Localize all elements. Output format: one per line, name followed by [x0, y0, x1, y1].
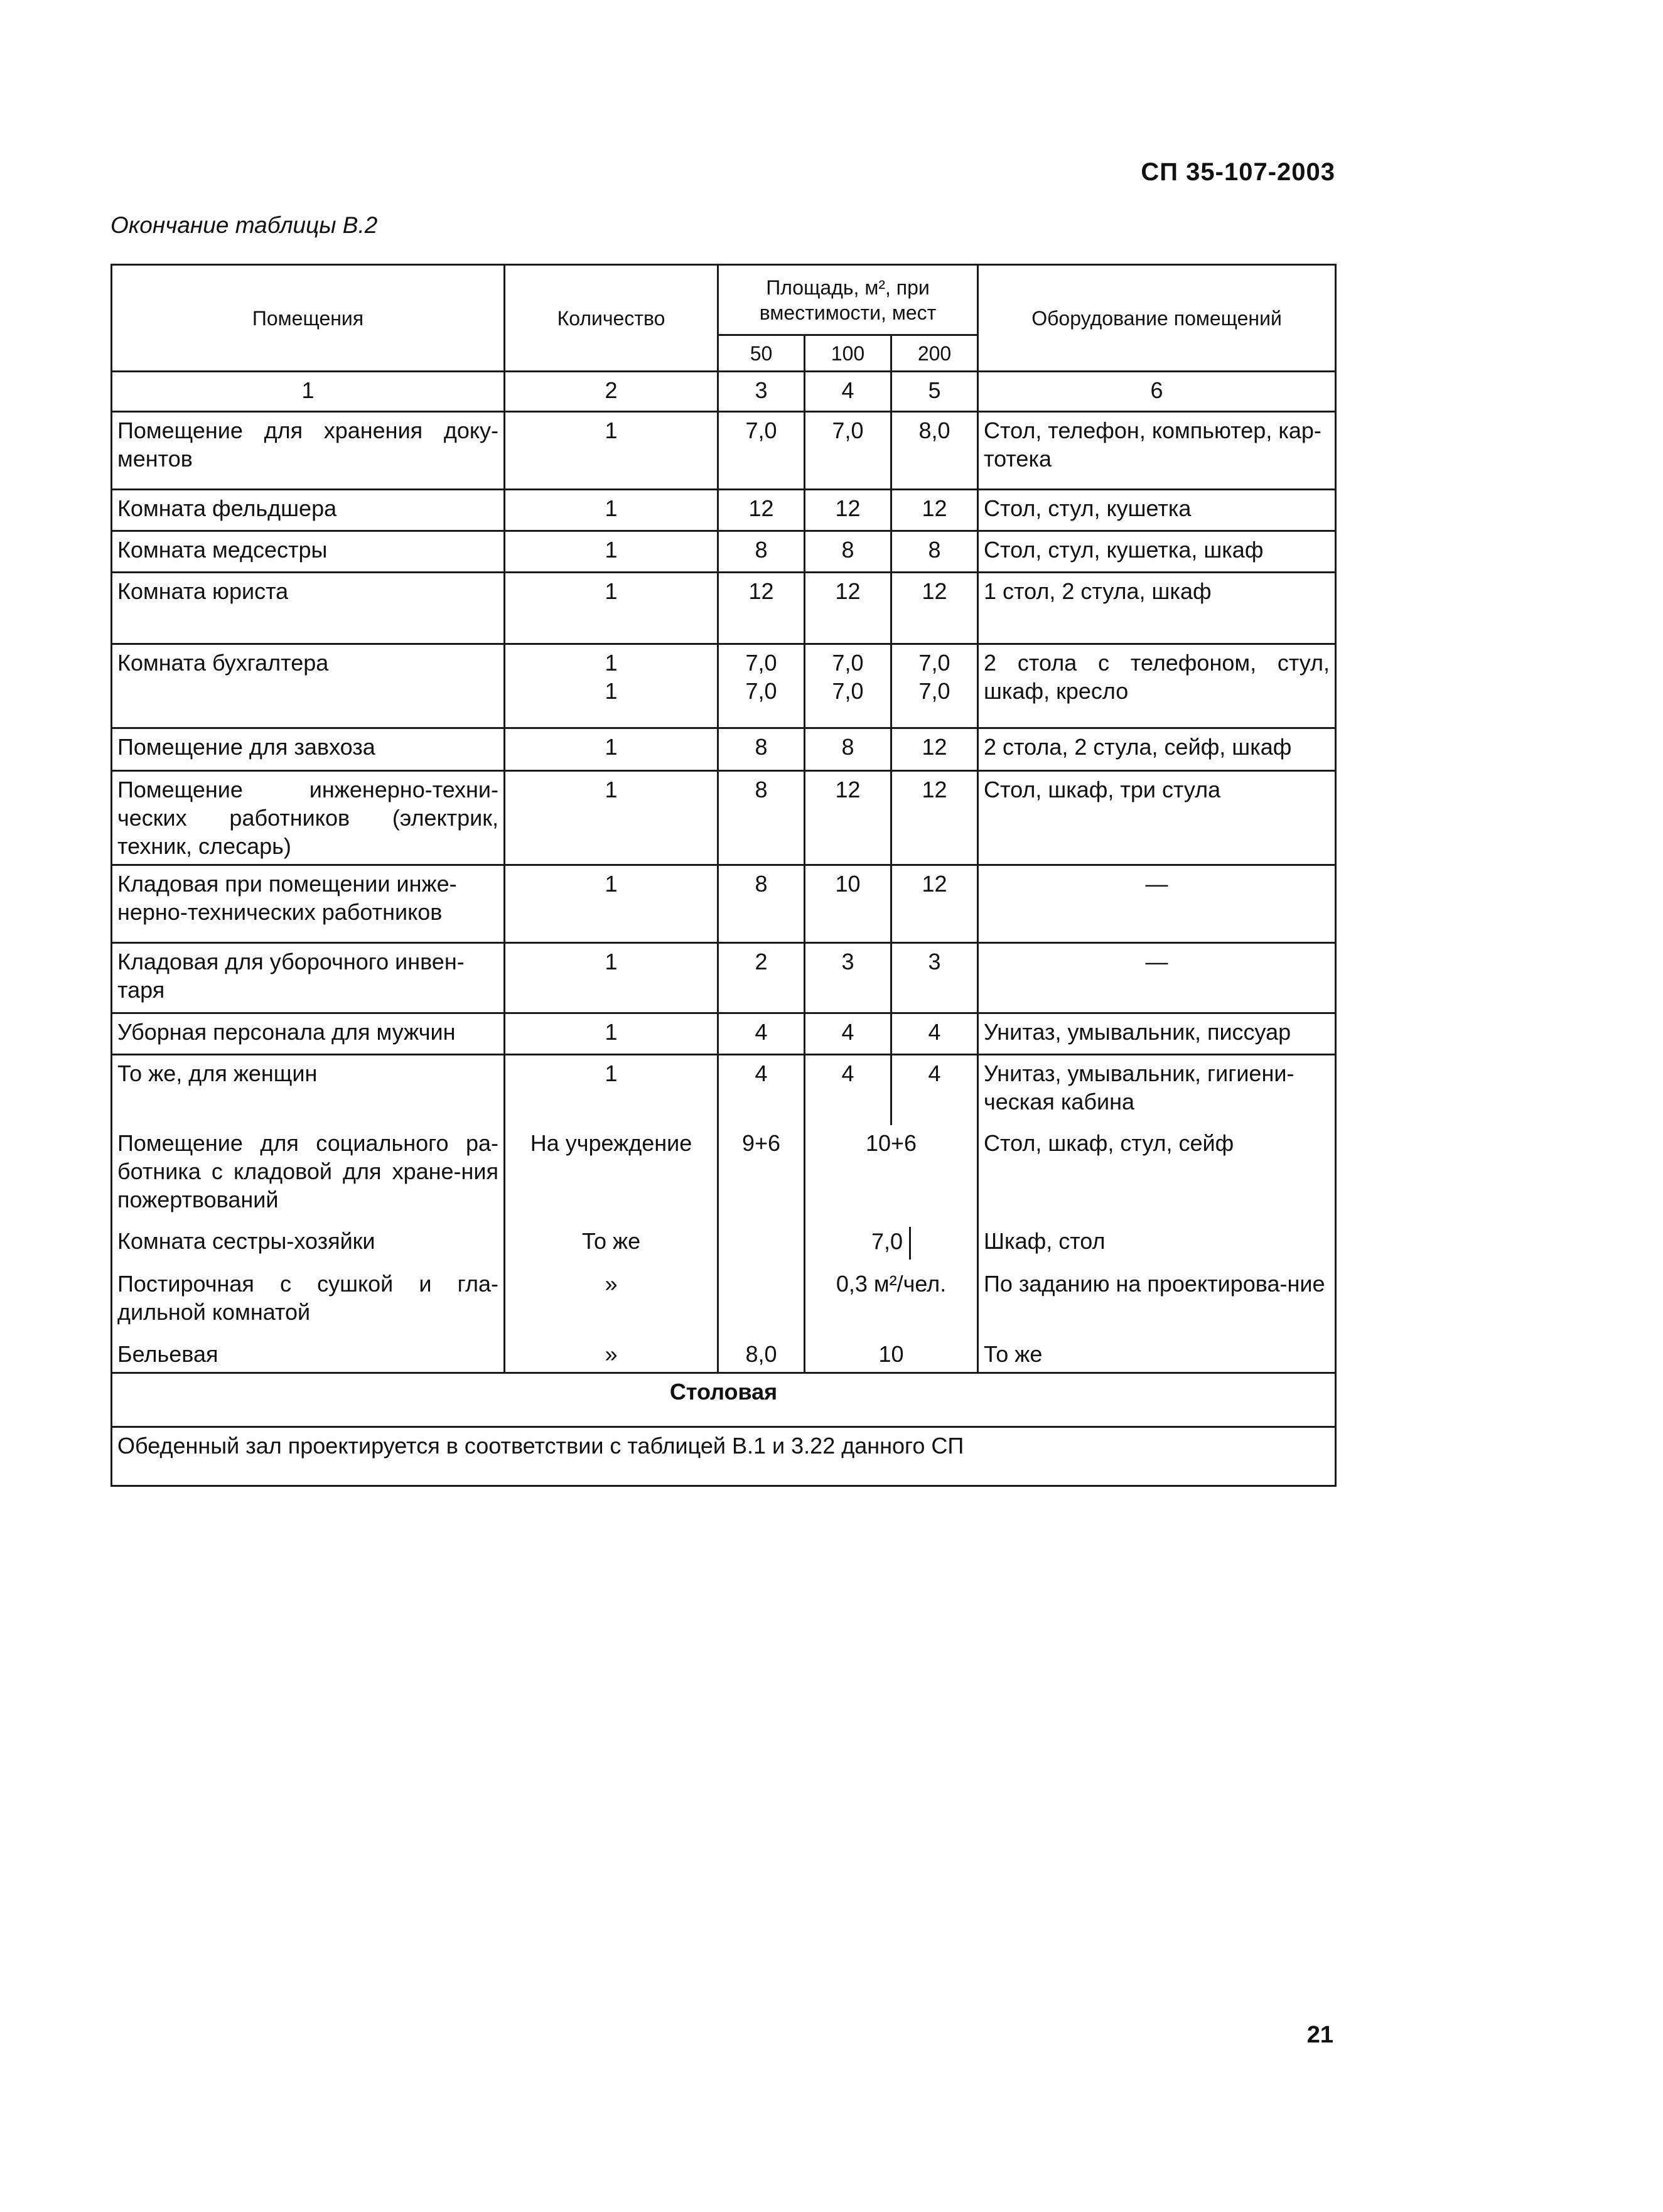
- area-100: 12: [805, 771, 891, 865]
- room-equipment: —: [978, 865, 1336, 943]
- table-caption: Окончание таблицы В.2: [110, 212, 378, 238]
- area-50: 7,0 7,0: [718, 644, 805, 728]
- header-cap-200: 200: [891, 335, 978, 372]
- area-100-200: [805, 1223, 978, 1266]
- table-row: [112, 943, 1336, 1013]
- header-equipment: Оборудование помещений: [978, 265, 1336, 372]
- room-equipment: То же: [978, 1336, 1336, 1373]
- room-equipment: Стол, шкаф, стул, сейф: [978, 1125, 1336, 1223]
- area-200: 12: [891, 865, 978, 943]
- room-equipment: 2 стола, 2 стула, сейф, шкаф: [978, 728, 1336, 771]
- room-qty: 1: [505, 865, 718, 943]
- room-equipment: Стол, стул, кушетка, шкаф: [978, 531, 1336, 573]
- col-number: 3: [718, 372, 805, 412]
- room-qty: 1: [505, 490, 718, 531]
- table-row: [112, 1336, 1336, 1373]
- room-qty: »: [505, 1336, 718, 1373]
- header-rooms: Помещения: [112, 265, 505, 372]
- room-equipment: Стол, стул, кушетка: [978, 490, 1336, 531]
- room-qty: 1: [505, 728, 718, 771]
- room-name: Уборная персонала для мужчин: [112, 1013, 505, 1055]
- area-100: 12: [805, 573, 891, 644]
- area-200: 4: [891, 1013, 978, 1055]
- header-area: Площадь, м², при вместимости, мест: [718, 265, 978, 335]
- area-50: [718, 1223, 805, 1266]
- room-qty: 1: [505, 573, 718, 644]
- section-note-row: [112, 1427, 1336, 1486]
- room-name: Помещение для завхоза: [112, 728, 505, 771]
- table-row: [112, 1266, 1336, 1336]
- room-name: Кладовая при помещении инже-нерно-технических работников: [112, 865, 505, 943]
- area-200: 8: [891, 531, 978, 573]
- area-100: 7,0 7,0: [805, 644, 891, 728]
- room-name: То же, для женщин: [112, 1055, 505, 1125]
- table-row: [112, 1125, 1336, 1223]
- room-qty: 1: [505, 412, 718, 490]
- room-qty: »: [505, 1266, 718, 1336]
- area-200: 8,0: [891, 412, 978, 490]
- area-100-200: 10: [805, 1336, 978, 1373]
- column-number-row: [112, 372, 1336, 412]
- area-200: 12: [891, 728, 978, 771]
- area-100: 4: [805, 1055, 891, 1125]
- area-200: 12: [891, 771, 978, 865]
- area-50: 8: [718, 531, 805, 573]
- header-cap-50: 50: [718, 335, 805, 372]
- room-equipment: —: [978, 943, 1336, 1013]
- header-quantity: Количество: [505, 265, 718, 372]
- area-200: 12: [891, 573, 978, 644]
- area-100: 7,0: [805, 412, 891, 490]
- room-qty: 1: [505, 943, 718, 1013]
- room-name: Бельевая: [112, 1336, 505, 1373]
- area-50: 4: [718, 1013, 805, 1055]
- document-code: СП 35-107-2003: [1141, 158, 1335, 186]
- table-row: [112, 644, 1336, 728]
- table-row: [112, 865, 1336, 943]
- area-100: 8: [805, 728, 891, 771]
- area-100-200: 0,3 м²/чел.: [805, 1266, 978, 1336]
- room-name: Кладовая для уборочного инвен-таря: [112, 943, 505, 1013]
- area-100-200-value: 7,0: [871, 1228, 903, 1254]
- section-row: [112, 1373, 1336, 1427]
- area-200: 12: [891, 490, 978, 531]
- table-row: [112, 1013, 1336, 1055]
- room-name: Помещение для социального ра-ботника с кладовой для хране-ния пожертвований: [112, 1125, 505, 1223]
- room-equipment: Унитаз, умывальник, писсуар: [978, 1013, 1336, 1055]
- divider-mark: [909, 1227, 911, 1260]
- area-100: 12: [805, 490, 891, 531]
- section-note: Обеденный зал проектируется в соответствии с таблицей В.1 и 3.22 данного СП: [112, 1427, 1336, 1486]
- section-title: Столовая: [112, 1373, 1336, 1427]
- room-qty: 1: [505, 1013, 718, 1055]
- table-row: [112, 412, 1336, 490]
- room-qty: 1: [505, 771, 718, 865]
- room-name: Комната юриста: [112, 573, 505, 644]
- room-qty: 1: [505, 1055, 718, 1125]
- area-50: 4: [718, 1055, 805, 1125]
- col-number: 1: [112, 372, 505, 412]
- header-cap-100: 100: [805, 335, 891, 372]
- area-50: 2: [718, 943, 805, 1013]
- area-200: 7,0 7,0: [891, 644, 978, 728]
- area-50: 8: [718, 771, 805, 865]
- area-100: 3: [805, 943, 891, 1013]
- area-50: 8: [718, 728, 805, 771]
- room-name: Помещение для хранения доку-ментов: [112, 412, 505, 490]
- area-100: 10: [805, 865, 891, 943]
- area-200: 3: [891, 943, 978, 1013]
- room-qty: На учреждение: [505, 1125, 718, 1223]
- area-100-200: 10+6: [805, 1125, 978, 1223]
- room-equipment: По заданию на проектирова-ние: [978, 1266, 1336, 1336]
- room-equipment: 2 стола с телефоном, стул, шкаф, кресло: [978, 644, 1336, 728]
- area-50: 7,0: [718, 412, 805, 490]
- room-equipment: Стол, шкаф, три стула: [978, 771, 1336, 865]
- table-row: [112, 728, 1336, 771]
- room-name: Комната медсестры: [112, 531, 505, 573]
- room-qty: То же: [505, 1223, 718, 1266]
- area-50: 8,0: [718, 1336, 805, 1373]
- room-name: Комната бухгалтера: [112, 644, 505, 728]
- room-name: Постирочная с сушкой и гла-дильной комнатой: [112, 1266, 505, 1336]
- col-number: 4: [805, 372, 891, 412]
- room-qty: 1 1: [505, 644, 718, 728]
- area-200: 4: [891, 1055, 978, 1125]
- area-50: 12: [718, 490, 805, 531]
- area-50: [718, 1266, 805, 1336]
- col-number: 2: [505, 372, 718, 412]
- area-100: 4: [805, 1013, 891, 1055]
- room-equipment: Унитаз, умывальник, гигиени-ческая кабина: [978, 1055, 1336, 1125]
- table-row: [112, 1223, 1336, 1266]
- table-row: [112, 771, 1336, 865]
- room-equipment: Стол, телефон, компьютер, кар-тотека: [978, 412, 1336, 490]
- table-row: [112, 573, 1336, 644]
- room-name: Помещение инженерно-техни-ческих работников (электрик, техник, слесарь): [112, 771, 505, 865]
- area-50: 9+6: [718, 1125, 805, 1223]
- room-qty: 1: [505, 531, 718, 573]
- area-100: 8: [805, 531, 891, 573]
- col-number: 6: [978, 372, 1336, 412]
- col-number: 5: [891, 372, 978, 412]
- area-50: 8: [718, 865, 805, 943]
- room-name: Комната сестры-хозяйки: [112, 1223, 505, 1266]
- table-row: [112, 490, 1336, 531]
- rooms-table: [110, 264, 1337, 1487]
- table-header-row: [112, 265, 1336, 335]
- page-number: 21: [1306, 2022, 1333, 2048]
- room-name: Комната фельдшера: [112, 490, 505, 531]
- room-equipment: 1 стол, 2 стула, шкаф: [978, 573, 1336, 644]
- table-row: [112, 531, 1336, 573]
- room-equipment: Шкаф, стол: [978, 1223, 1336, 1266]
- area-50: 12: [718, 573, 805, 644]
- table-row: [112, 1055, 1336, 1125]
